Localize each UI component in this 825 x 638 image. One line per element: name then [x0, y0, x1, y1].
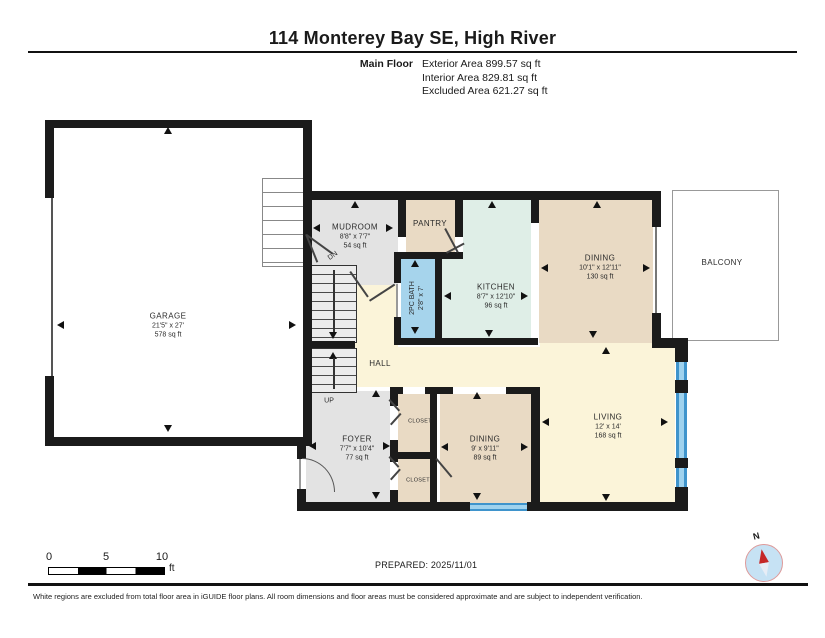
- room-kitchen: [463, 199, 531, 338]
- mudroom-label: MUDROOM 8'8" x 7'7" 54 sq ft: [332, 222, 378, 251]
- scale-bar: [48, 567, 165, 575]
- pantry-label: PANTRY: [412, 218, 448, 228]
- scale-unit: ft: [169, 563, 175, 574]
- garage-label: GARAGE 21'5" x 27' 578 sq ft: [149, 311, 187, 340]
- stairs-down: [311, 265, 357, 343]
- compass-circle: [745, 544, 783, 582]
- disclaimer-text: White regions are excluded from total floor area in iGUIDE floor plans. All room dimensions and floor areas must be considered approximate and are subject to independent verification.: [33, 592, 643, 601]
- bath-label: 2PC BATH 2'8" x 7': [408, 281, 425, 315]
- window: [470, 503, 527, 511]
- scale-tick-0: 0: [45, 551, 53, 563]
- exterior-area: Exterior Area 899.57 sq ft: [422, 58, 541, 70]
- kitchen-label: KITCHEN 8'7" x 12'10" 96 sq ft: [476, 282, 516, 311]
- interior-area: Interior Area 829.81 sq ft: [422, 71, 537, 84]
- dn-label: DN: [326, 250, 340, 262]
- stairs-up: [311, 348, 357, 393]
- foyer-label: FOYER 7'7" x 10'4" 77 sq ft: [339, 434, 375, 463]
- footer-divider: [28, 583, 808, 586]
- scale-tick-5: 5: [102, 551, 110, 563]
- dining2-label: DINING 9' x 9'11" 89 sq ft: [469, 434, 501, 463]
- dining-label: DINING 10'1" x 12'11" 130 sq ft: [579, 253, 621, 282]
- compass-icon: [739, 531, 787, 585]
- up-label: UP: [324, 397, 334, 405]
- scale-tick-10: 10: [155, 551, 169, 563]
- closet2-label: CLOSET: [406, 477, 430, 484]
- living-label: LIVING 12' x 14' 168 sq ft: [593, 412, 623, 441]
- closet1-label: CLOSET: [408, 418, 432, 425]
- page-title: 114 Monterey Bay SE, High River: [268, 28, 557, 48]
- floor-label: Main Floor: [359, 58, 413, 70]
- excluded-area: Excluded Area 621.27 sq ft: [422, 85, 548, 97]
- balcony-label: BALCONY: [701, 257, 743, 267]
- compass-north-label: N: [751, 530, 761, 542]
- compass-needle: [757, 548, 772, 577]
- window: [676, 362, 687, 380]
- window: [676, 393, 687, 458]
- hall-label: HALL: [369, 358, 391, 368]
- window: [676, 468, 687, 487]
- prepared-date: PREPARED: 2025/11/01: [375, 560, 478, 570]
